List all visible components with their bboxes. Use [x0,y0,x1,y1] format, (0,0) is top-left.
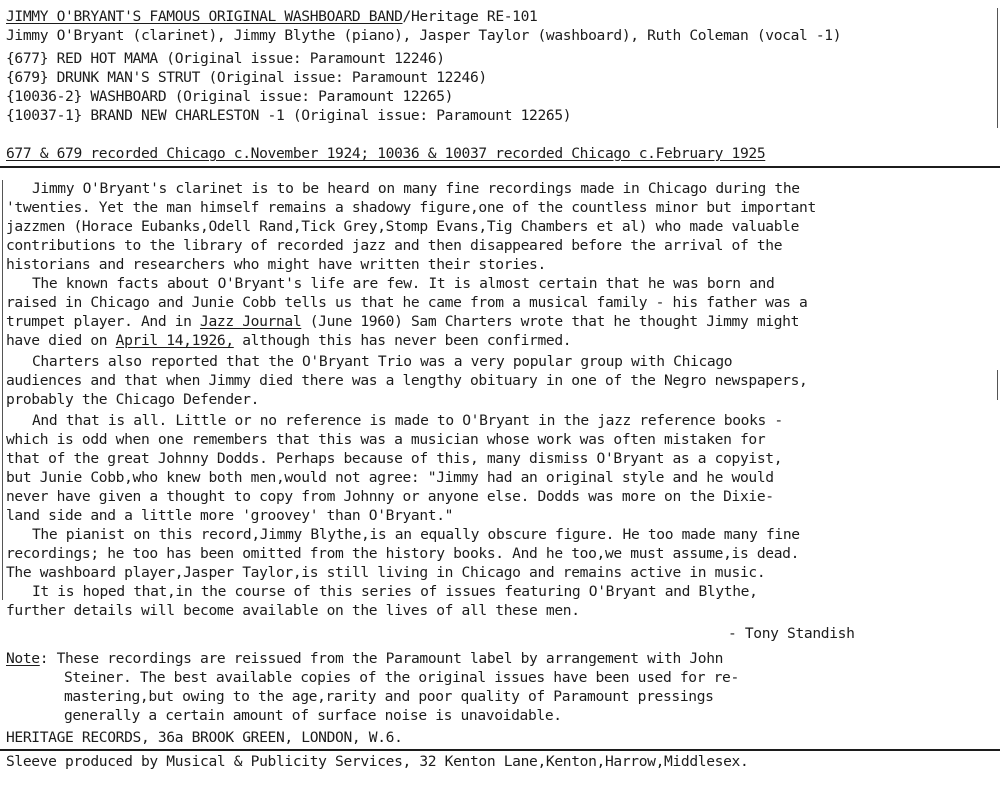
notes-paragraph-6-line: It is hoped that,in the course of this series of issues featuring O'Bryant and Blythe, [32,583,758,600]
band-name: JIMMY O'BRYANT'S FAMOUS ORIGINAL WASHBOARD BAND [6,8,403,25]
header-rule [0,166,1000,168]
track-4: {10037-1} BRAND NEW CHARLESTON -1 (Original issue: Paramount 12265) [6,107,572,124]
notes-paragraph-5-line: The pianist on this record,Jimmy Blythe,is an equally obscure figure. He too made many fine [32,526,800,543]
notes-paragraph-2-line [6,332,571,349]
death-date: April 14,1926, [115,332,234,349]
text-run: trumpet player. And in [6,313,201,330]
reissue-note [6,650,723,667]
notes-paragraph-6-line: further details will become available on the lives of all these men. [6,602,580,619]
personnel: Jimmy O'Bryant (clarinet), Jimmy Blythe (piano), Jasper Taylor (washboard), Ruth Coleman (vocal -1) [6,27,842,44]
sleeve-credit: Sleeve produced by Musical & Publicity Services, 32 Kenton Lane,Kenton,Harrow,Middlesex. [6,753,749,770]
notes-paragraph-5-line: recordings; he too has been omitted from the history books. And he too,we must assume,is dead. [6,545,800,562]
notes-paragraph-1-line: contributions to the library of recorded jazz and then disappeared before the arrival of the [6,237,783,254]
reissue-note-line: generally a certain amount of surface noise is unavoidable. [64,707,562,724]
notes-paragraph-2-line: raised in Chicago and Junie Cobb tells us that he came from a musical family - his father was a [6,294,808,311]
notes-paragraph-1-line: jazzmen (Horace Eubanks,Odell Rand,Tick Grey,Stomp Evans,Tig Chambers et al) who made valuable [6,218,800,235]
notes-paragraph-2-line [6,313,799,330]
record-label-address: HERITAGE RECORDS, 36a BROOK GREEN, LONDON, W.6. [6,729,403,746]
reissue-note-line: Steiner. The best available copies of the original issues have been used for re- [64,669,739,686]
catalog-number: /Heritage RE-101 [402,8,538,25]
notes-paragraph-4-line: never have given a thought to copy from Johnny or anyone else. Dodds was more on the Dixie- [6,488,774,505]
track-2: {679} DRUNK MAN'S STRUT (Original issue: Paramount 12246) [6,69,487,86]
notes-paragraph-1-line: Jimmy O'Bryant's clarinet is to be heard on many fine recordings made in Chicago during the [32,180,800,197]
notes-paragraph-3-line: Charters also reported that the O'Bryant Trio was a very popular group with Chicago [32,353,733,370]
notes-paragraph-4-line: land side and a little more 'groovey' than O'Bryant." [6,507,454,524]
author-signature: - Tony Standish [728,625,855,642]
left-edge-mark [2,180,3,600]
notes-paragraph-4-line: that of the great Johnny Dodds. Perhaps because of this, many dismiss O'Bryant as a copyist, [6,450,783,467]
right-edge-mark [997,370,998,400]
note-label: Note [6,650,40,667]
album-title [6,8,538,25]
notes-paragraph-4-line: And that is all. Little or no reference is made to O'Bryant in the jazz reference books - [32,412,783,429]
text-run: have died on [6,332,116,349]
notes-paragraph-4-line: which is odd when one remembers that this was a musician whose work was often mistaken for [6,431,766,448]
text-run: (June 1960) Sam Charters wrote that he thought Jimmy might [301,313,800,330]
track-1: {677} RED HOT MAMA (Original issue: Paramount 12246) [6,50,445,67]
footer-rule [0,749,1000,751]
note-text: : These recordings are reissued from the Paramount label by arrangement with John [39,650,724,667]
publication-title: Jazz Journal [200,313,302,330]
notes-paragraph-2-line: The known facts about O'Bryant's life are few. It is almost certain that he was born and [32,275,775,292]
track-3: {10036-2} WASHBOARD (Original issue: Paramount 12265) [6,88,454,105]
notes-paragraph-1-line: historians and researchers who might have written their stories. [6,256,546,273]
notes-paragraph-3-line: audiences and that when Jimmy died there was a lengthy obituary in one of the Negro newspapers, [6,372,808,389]
reissue-note-line: mastering,but owing to the age,rarity and poor quality of Paramount pressings [64,688,714,705]
text-run: although this has never been confirmed. [233,332,572,349]
notes-paragraph-5-line: The washboard player,Jasper Taylor,is still living in Chicago and remains active in music. [6,564,766,581]
notes-paragraph-3-line: probably the Chicago Defender. [6,391,260,408]
right-edge-mark [997,8,998,128]
recording-info: 677 & 679 recorded Chicago c.November 1924; 10036 & 10037 recorded Chicago c.February 1925 [6,145,766,162]
notes-paragraph-1-line: 'twenties. Yet the man himself remains a shadowy figure,one of the countless minor but important [6,199,816,216]
notes-paragraph-4-line: but Junie Cobb,who knew both men,would not agree: "Jimmy had an original style and he would [6,469,774,486]
